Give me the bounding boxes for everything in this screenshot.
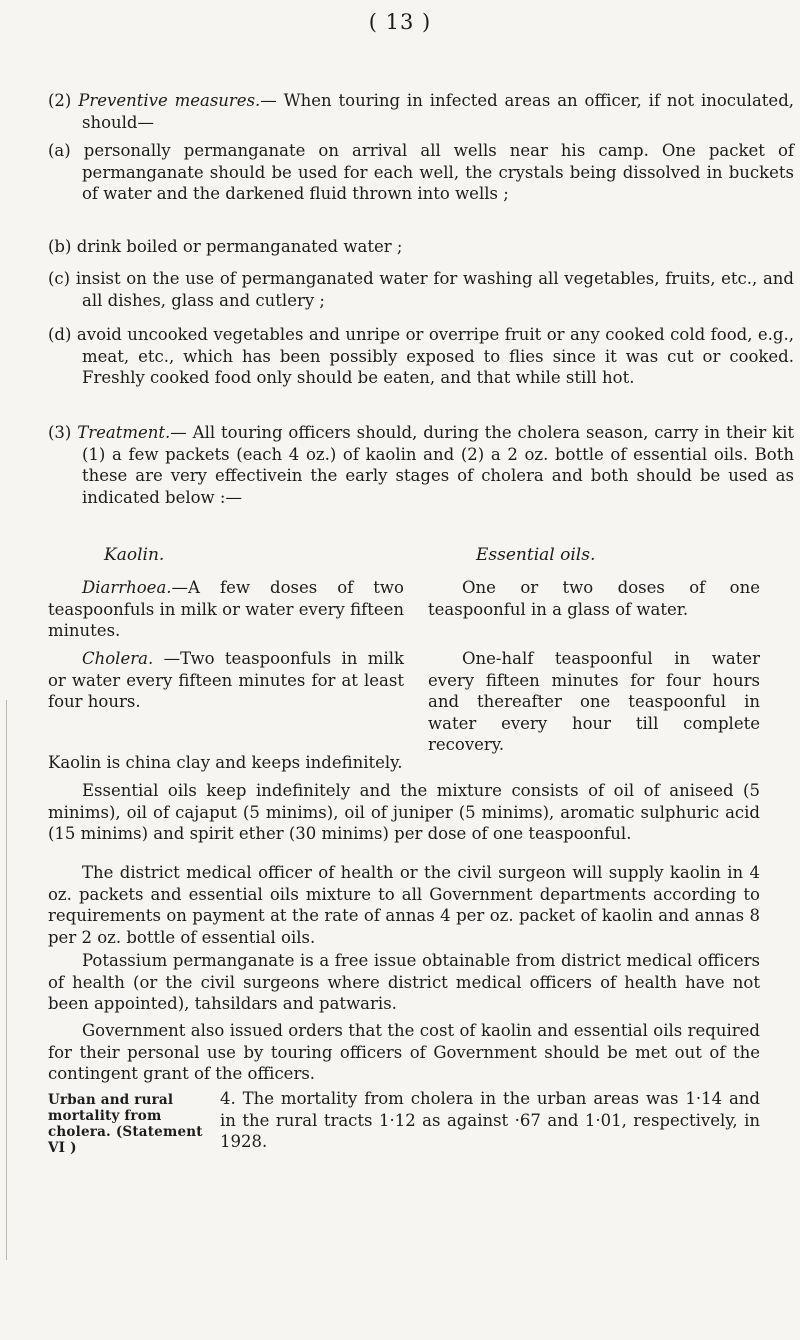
cholera-oils-text: One-half teaspoonful in water every fifteen minutes for four hours and thereafter one teaspoonful in water every hour till complete recovery. bbox=[428, 649, 760, 754]
paragraph-kaolin: Kaolin is china clay and keeps indefinitely. bbox=[48, 753, 403, 772]
side-note-mortality: Urban and rural mortality from cholera. (Statement VI ) bbox=[48, 1092, 203, 1156]
section-2-heading: Preventive measures. bbox=[78, 91, 261, 110]
section-2-number: (2) bbox=[48, 91, 72, 110]
section-4-text: 4. The mortality from cholera in the urban areas was 1·14 and in the rural tracts 1·12 as against ·67 and 1·01, respectively, in 1928. bbox=[220, 1089, 760, 1151]
item-d bbox=[48, 324, 794, 389]
paragraph-permanganate: Potassium permanganate is a free issue obtainable from district medical officers of health (or the civil surgeons where district medical officers of health have not been appointed), tahsildars and patwaris. bbox=[48, 951, 760, 1013]
item-c-label: (c) bbox=[48, 269, 71, 288]
section-2-intro bbox=[48, 90, 794, 133]
item-b-label: (b) bbox=[48, 237, 72, 256]
cholera-kaolin-text: —Two teaspoonfuls in milk or water every fifteen minutes for at least four hours. bbox=[48, 649, 404, 711]
item-c bbox=[48, 268, 794, 311]
paragraph-essential-oils: Essential oils keep indefinitely and the mixture consists of oil of aniseed (5 minims), oil of cajaput (5 minims), oil of juniper (5 minims), aromatic sulphuric acid (15 minims) and spirit ether (30 minims) per dose of one teaspoonful. bbox=[48, 781, 760, 843]
item-b bbox=[48, 236, 794, 258]
cholera-label: Cholera. bbox=[82, 649, 154, 668]
item-d-label: (d) bbox=[48, 325, 72, 344]
item-d-text: avoid uncooked vegetables and unripe or overripe fruit or any cooked cold food, e.g., meat, etc., which has been possibly exposed to flies since it was cut or cooked. Freshly cooked food only should be eaten, and that while still hot. bbox=[76, 325, 794, 387]
page-edge-shadow bbox=[6, 700, 7, 1260]
diarrhoea-oils-text: One or two doses of one teaspoonful in a glass of water. bbox=[428, 578, 760, 619]
essential-oils-heading: Essential oils. bbox=[476, 545, 596, 565]
item-a-text: personally permanganate on arrival all wells near his camp. One packet of permanganate should be used for each well, the crystals being dissolved in buckets of water and the darkened fluid thrown into wells ; bbox=[82, 141, 794, 203]
item-a-label: (a) bbox=[48, 141, 71, 160]
cholera-kaolin bbox=[48, 648, 404, 713]
diarrhoea-kaolin bbox=[48, 577, 404, 642]
section-3-heading: Treatment. bbox=[77, 423, 171, 442]
page-number: ( 13 ) bbox=[368, 10, 432, 34]
section-3-text: — All touring officers should, during the cholera season, carry in their kit (1) a few packets (each 4 oz.) of kaolin and (2) a 2 oz. bottle of essential oils. Both these are very effectivein the early stages of cholera and both should be used as indicated below :— bbox=[82, 423, 794, 507]
kaolin-heading: Kaolin. bbox=[104, 545, 165, 565]
paragraph-supply: The district medical officer of health or the civil surgeon will supply kaolin in 4 oz. packets and essential oils mixture to all Government departments according to requirements on payment at the rate of annas 4 per oz. packet of kaolin and annas 8 per 2 oz. bottle of essential oils. bbox=[48, 863, 760, 947]
item-c-text: insist on the use of permanganated water for washing all vegetables, fruits, etc., and all dishes, glass and cutlery ; bbox=[75, 269, 794, 310]
section-2-intro-text: — When touring in infected areas an officer, if not inoculated, should— bbox=[82, 91, 794, 132]
diarrhoea-label: Diarrhoea. bbox=[82, 578, 172, 597]
diarrhoea-kaolin-text: —A few doses of two teaspoonfuls in milk or water every fifteen minutes. bbox=[48, 578, 404, 640]
section-3-number: (3) bbox=[48, 423, 72, 442]
section-3 bbox=[48, 422, 794, 508]
item-b-text: drink boiled or permanganated water ; bbox=[76, 237, 403, 256]
item-a bbox=[48, 140, 794, 205]
paragraph-cost: Government also issued orders that the cost of kaolin and essential oils required for their personal use by touring officers of Government should be met out of the contingent grant of the officers. bbox=[48, 1021, 760, 1083]
